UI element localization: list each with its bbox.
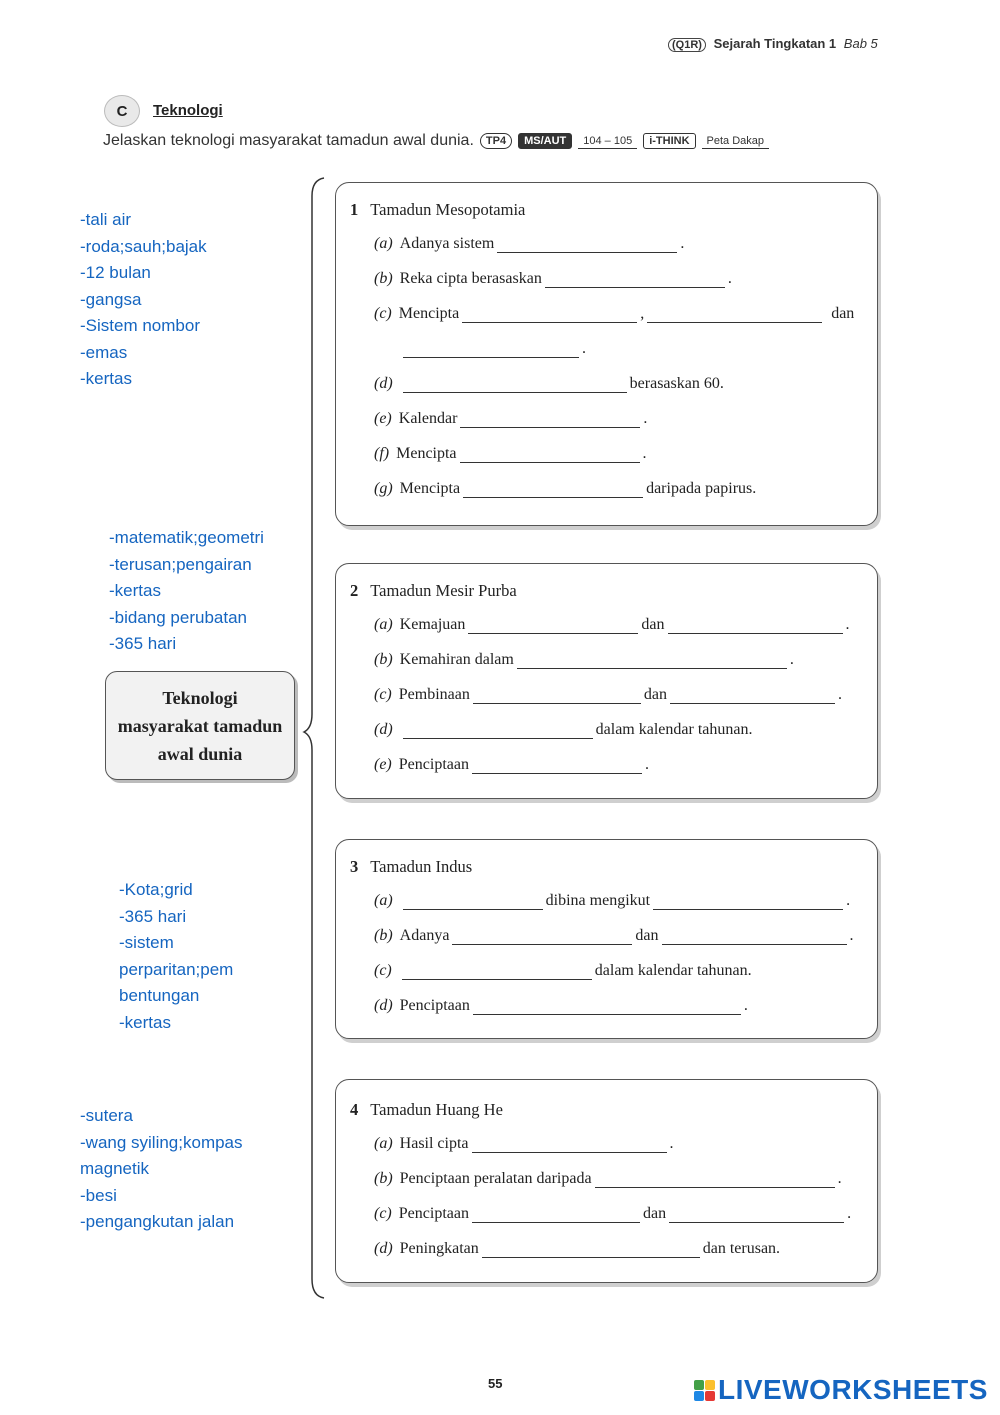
tp-tag: TP4 — [480, 133, 512, 149]
chapter-label: Bab 5 — [843, 36, 878, 51]
answer-blank[interactable] — [463, 483, 643, 498]
note-item: -terusan;pengairan — [109, 554, 252, 574]
q1-item-g: (g) Mencipta daripada papirus. — [374, 480, 757, 497]
running-header — [668, 36, 878, 51]
q3-item-d: (d) Penciptaan . — [374, 997, 748, 1014]
note-item: -pengangkutan jalan — [80, 1212, 235, 1231]
map-type-tag: Peta Dakap — [702, 134, 769, 149]
q2-item-e: (e) Penciptaan . — [374, 756, 649, 773]
note-item: -tali air — [80, 210, 132, 229]
answer-blank[interactable] — [482, 1243, 700, 1258]
book-title: Sejarah Tingkatan 1 — [713, 36, 837, 51]
page-range-tag: 104 – 105 — [578, 134, 637, 149]
q3-item-a: (a) dibina mengikut . — [374, 892, 851, 909]
instruction-line — [103, 132, 769, 150]
note-item: -Kota;grid — [119, 880, 193, 899]
note-item: -wang syiling;kompas — [80, 1132, 243, 1152]
q4-item-b: (b) Penciptaan peralatan daripada . — [374, 1170, 842, 1187]
q2-item-d: (d) dalam kalendar tahunan. — [374, 721, 753, 738]
answer-blank[interactable] — [472, 1208, 640, 1223]
q1-item-d: (d) berasaskan 60. — [374, 375, 724, 392]
answer-blank[interactable] — [497, 238, 677, 253]
question-title: 4 Tamadun Huang He — [350, 1100, 503, 1119]
question-box-4 — [335, 1079, 878, 1283]
q1-item-e: (e) Kalendar . — [374, 410, 648, 427]
q4-item-a: (a) Hasil cipta . — [374, 1135, 674, 1152]
note-item: perparitan;pem — [119, 959, 234, 979]
center-topic-text: Teknologi masyarakat tamadun awal dunia — [117, 687, 283, 764]
liveworksheets-grid-icon — [694, 1380, 715, 1401]
note-item: -sutera — [80, 1106, 133, 1125]
answer-blank[interactable] — [403, 378, 627, 393]
answer-blank[interactable] — [472, 759, 642, 774]
answer-blank[interactable] — [403, 343, 579, 358]
note-item: -roda;sauh;bajak — [80, 236, 207, 256]
q2-item-c: (c) Pembinaan dan . — [374, 686, 842, 703]
answer-blank[interactable] — [595, 1173, 835, 1188]
q4-item-c: (c) Penciptaan dan . — [374, 1205, 852, 1222]
center-topic-box — [105, 671, 295, 780]
question-title: 1 Tamadun Mesopotamia — [350, 200, 526, 219]
notes-mesir — [109, 525, 264, 658]
answer-blank[interactable] — [462, 308, 637, 323]
page-number: 55 — [488, 1376, 503, 1391]
q1-item-b: (b) Reka cipta berasaskan . — [374, 270, 732, 287]
note-item: -kertas — [119, 1012, 171, 1032]
publisher-logo: (Q1R) — [668, 38, 706, 52]
answer-blank[interactable] — [545, 273, 725, 288]
note-item: -365 hari — [119, 906, 187, 926]
note-item: -kertas — [109, 581, 161, 600]
answer-blank[interactable] — [460, 413, 640, 428]
liveworksheets-logo — [694, 1374, 988, 1406]
note-item: bentungan — [119, 986, 200, 1005]
brand-text: LIVEWORKSHEETS — [718, 1374, 988, 1405]
ithink-tag: i-THINK — [643, 133, 695, 149]
section-title: Teknologi — [153, 102, 223, 119]
note-item: -kertas — [80, 369, 132, 388]
note-item: -365 hari — [109, 634, 177, 653]
q2-item-a: (a) Kemajuan dan . — [374, 616, 850, 633]
note-item: -12 bulan — [80, 263, 151, 282]
question-box-3 — [335, 839, 878, 1039]
q1-item-c-cont: . — [400, 340, 586, 358]
section-letter-icon: C — [104, 95, 140, 127]
answer-blank[interactable] — [517, 654, 787, 669]
question-box-2 — [335, 563, 878, 799]
question-box-1 — [335, 182, 878, 526]
q1-item-c: (c) Mencipta , dan — [374, 305, 855, 322]
note-item: -emas — [80, 342, 128, 362]
answer-blank[interactable] — [473, 1000, 741, 1015]
answer-blank[interactable] — [402, 965, 592, 980]
answer-blank[interactable] — [670, 689, 835, 704]
notes-mesopotamia — [80, 207, 207, 393]
answer-blank[interactable] — [473, 689, 641, 704]
note-item: -sistem — [119, 933, 174, 952]
ms-tag: MS/AUT — [518, 133, 572, 149]
note-item: magnetik — [80, 1159, 149, 1178]
q1-item-a: (a) Adanya sistem . — [374, 235, 685, 252]
note-item: -gangsa — [80, 289, 142, 309]
notes-huang-he — [80, 1103, 243, 1236]
answer-blank[interactable] — [669, 1208, 844, 1223]
question-title: 3 Tamadun Indus — [350, 857, 473, 876]
answer-blank[interactable] — [403, 895, 543, 910]
answer-blank[interactable] — [460, 448, 640, 463]
answer-blank[interactable] — [653, 895, 843, 910]
answer-blank[interactable] — [468, 619, 638, 634]
q3-item-c: (c) dalam kalendar tahunan. — [374, 962, 752, 979]
q1-item-f: (f) Mencipta . — [374, 445, 647, 462]
question-title: 2 Tamadun Mesir Purba — [350, 581, 517, 600]
answer-blank[interactable] — [452, 930, 632, 945]
q2-item-b: (b) Kemahiran dalam . — [374, 651, 794, 668]
answer-blank[interactable] — [472, 1138, 667, 1153]
note-item: -matematik;geometri — [109, 528, 264, 547]
answer-blank[interactable] — [668, 619, 843, 634]
brace-connector — [300, 176, 330, 1301]
note-item: -bidang perubatan — [109, 607, 248, 627]
answer-blank[interactable] — [662, 930, 847, 945]
q4-item-d: (d) Peningkatan dan terusan. — [374, 1240, 781, 1257]
note-item: -besi — [80, 1185, 117, 1205]
answer-blank[interactable] — [403, 724, 593, 739]
instruction-text: Jelaskan teknologi masyarakat tamadun awal dunia. — [103, 132, 474, 149]
notes-indus — [119, 877, 233, 1036]
note-item: -Sistem nombor — [80, 316, 200, 335]
answer-blank[interactable] — [647, 308, 822, 323]
q3-item-b: (b) Adanya dan . — [374, 927, 854, 944]
